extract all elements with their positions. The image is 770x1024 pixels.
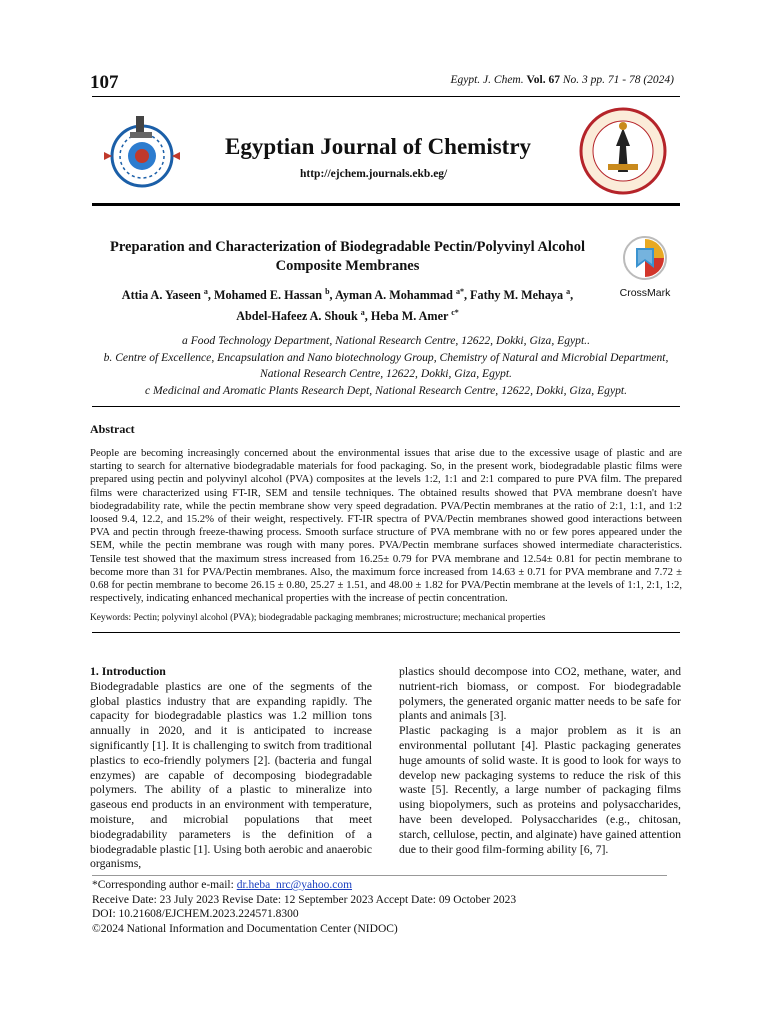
author-affiliation-mark: b bbox=[325, 287, 330, 296]
abstract-text: People are becoming increasingly concerned about the environmental issues that arise due to the excessive usage of plastic and are starting to search for alternative biodegradable materials for food packaging. So, in the present work, biodegradable plastic films were prepared using pectin and polyvinyl alcohol (PVA) composites at the levels 1:2, 1:1 and 2:1 compared to pure PVA film. The prepared films were characterized using FT-IR, SEM and tensile techniques. The obtained results showed that PVA membrane doesn't have biodegradability rate, while the pectin membrane show very speed degradation. PVA/Pectin membranes at the ratio of 2:1, 1:1, and 1:2 loosed 9.4, 12.2, and 15.2% of their weight, respectively. FT-IR spectra of PVA/Pectin membranes showed good interactions between PVA and pectin through freeze-thawing process. Smooth surface structure of PVA membrane with no or few pores appeared under the SEM, while the pectin membrane was rough with many pores. PVA/Pectin membrane surfaces showed intermediate characteristics. Tensile test showed that the maximum stress increased from 16.25± 0.79 for PVA membrane and 12.54± 0.81 for pectin membrane to become more than 31 for PVA/Pectin membranes. Also, the maximum force increased from 14.63 ± 0.71 for PVA membrane and 7.72 ± 0.68 for pectin membrane to become 26.15 ± 0.80, 25.27 ± 1.51, and 48.00 ± 1.82 for PVA/Pectin membrane at the levels of 1:1, 2:1, 1:2, respectively, indicating enhanced mechanical properties with the increase of pectin concentration. bbox=[90, 447, 682, 605]
body-paragraph: plastics should decompose into CO2, methane, water, and nutrient-rich biomass, or compost. For biodegradable polymers, the generated organic matter needs to be safe for plants and animals [3]. bbox=[399, 664, 681, 723]
author-name: Mohamed E. Hassan bbox=[214, 288, 323, 303]
author-name: Abdel-Hafeez A. Shouk bbox=[236, 309, 358, 324]
citation-journal: Egypt. J. Chem. bbox=[450, 74, 524, 86]
citation-volume: Vol. 67 bbox=[526, 74, 560, 86]
ejc-logo-icon bbox=[102, 112, 182, 190]
copyright: ©2024 National Information and Documentation Center (NIDOC) bbox=[92, 922, 398, 935]
journal-title: Egyptian Journal of Chemistry bbox=[225, 134, 532, 159]
corresponding-author-label: *Corresponding author e-mail: bbox=[92, 879, 237, 891]
paper-title: Preparation and Characterization of Biodegradable Pectin/Polyvinyl Alcohol Composite Membranes bbox=[110, 239, 585, 274]
chemical-society-seal-icon bbox=[578, 106, 668, 196]
citation-issue: No. 3 pp. 71 - 78 (2024) bbox=[562, 74, 674, 86]
abstract-heading: Abstract bbox=[90, 422, 135, 436]
corresponding-email-link[interactable]: dr.heba_nrc@yahoo.com bbox=[236, 879, 353, 891]
affiliation-b: b. Centre of Excellence, Encapsulation and Nano biotechnology Group, Chemistry of Natural and Microbial Department, National Research Centre, 12622, Dokki, Giza, Egypt. bbox=[103, 350, 669, 380]
author-affiliation-mark: a bbox=[360, 308, 365, 318]
affiliation-a: a Food Technology Department, National Research Centre, 12622, Dokki, Giza, Egypt.. bbox=[182, 334, 590, 347]
author-name: Attia A. Yaseen bbox=[121, 288, 201, 303]
journal-citation bbox=[450, 74, 674, 86]
keywords: Keywords: Pectin; polyvinyl alcohol (PVA); biodegradable packaging membranes; microstructure; mechanical properties bbox=[90, 613, 546, 623]
page-number: 107 bbox=[90, 72, 119, 93]
journal-url[interactable]: http://ejchem.journals.ekb.eg/ bbox=[300, 168, 448, 180]
introduction-paragraph: Biodegradable plastics are one of the segments of the global plastics industry that are expanding rapidly. The capacity for biodegradable plastics was 1.2 million tons annually in 2020, and it is anticipated to increase significantly [1]. It is challenging to switch from traditional plastics to eco-friendly polymers [2]. (bacteria and fungal enzymes) are capable of decomposing biodegradable polymers. The ability of a plastic to mineralize into gaseous end products in an environment with temperature, moisture, and microbial populations that meet biodegradability parameters is the definition of a biodegradable plastic [1]. Using both aerobic and anaerobic organisms, bbox=[90, 678, 372, 871]
article-dates: Receive Date: 23 July 2023 Revise Date: 12 September 2023 Accept Date: 09 October 2023 bbox=[92, 893, 517, 906]
abstract-top-rule bbox=[92, 406, 680, 407]
body-paragraph: Plastic packaging is a major problem as it is an environmental pollutant [4]. Plastic packaging generates huge amounts of solid waste. It is good to look for ways to develop new packaging systems to reduce the risk of this waste [5]. Recently, a large number of packaging films using biopolymers, such as proteins and polysaccharides, have been developed. Polysaccharides (e.g., chitosan, starch, cellulose, pectin, and alginate) have gained attention due to their good film-forming ability [6, 7]. bbox=[399, 723, 681, 856]
affiliation-c: c Medicinal and Aromatic Plants Research Dept, National Research Centre, 12622, Dokki, Giza, Egypt. bbox=[144, 383, 628, 397]
author-affiliation-mark: a bbox=[566, 287, 571, 296]
author-affiliation-mark: a bbox=[203, 287, 208, 296]
author-name: Heba M. Amer bbox=[370, 309, 449, 324]
corresponding-author bbox=[92, 878, 680, 893]
author-affiliation-mark: c* bbox=[451, 308, 459, 318]
author-name: Ayman A. Mohammad bbox=[334, 288, 453, 303]
author-affiliation-mark: a* bbox=[455, 287, 464, 296]
header-rule bbox=[92, 96, 680, 97]
footer bbox=[92, 878, 680, 936]
introduction-heading: 1. Introduction bbox=[90, 664, 166, 678]
crossmark-badge[interactable] bbox=[614, 234, 676, 299]
crossmark-icon bbox=[614, 234, 676, 282]
doi[interactable]: DOI: 10.21608/EJCHEM.2023.224571.8300 bbox=[92, 908, 299, 920]
body-column-right bbox=[399, 664, 681, 856]
crossmark-label: CrossMark bbox=[619, 287, 671, 299]
abstract-bottom-rule bbox=[92, 632, 680, 633]
affiliations bbox=[92, 333, 680, 399]
author-name: Fathy M. Mehaya bbox=[470, 288, 564, 303]
footnote-rule bbox=[92, 875, 667, 876]
author-list: Attia A. Yaseen $^a$, Mohamed E. Hassan $^b$, Ayman A. Mohammad $^{a*}$, Fathy M. Mehaya $^a$, Abdel-Hafeez A. Shouk $^a$, Heba M. Amer $^{c*}$ bbox=[121, 287, 574, 324]
header-thick-rule bbox=[92, 203, 680, 206]
body-column-left bbox=[90, 664, 372, 871]
